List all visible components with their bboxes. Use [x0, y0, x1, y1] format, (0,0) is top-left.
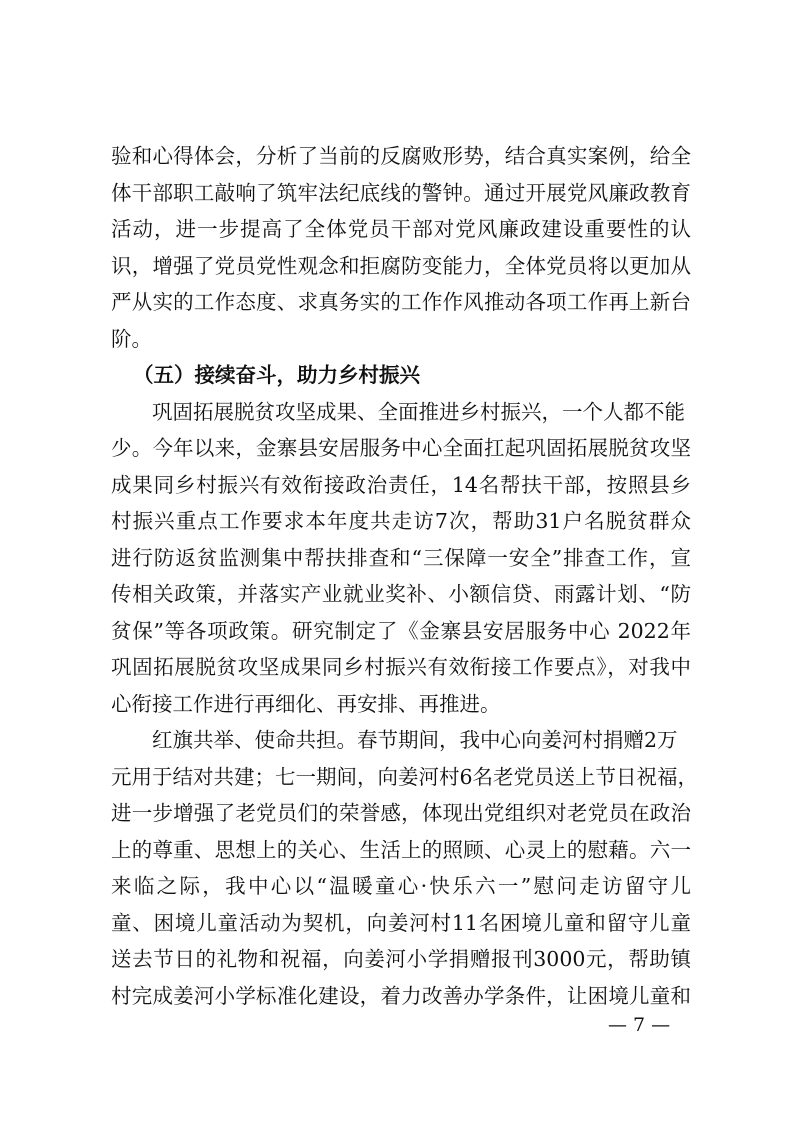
text-line: 村完成姜河小学标准化建设，着力改善办学条件，让困境儿童和: [111, 983, 691, 1008]
text-line: 成果同乡村振兴有效衔接政治责任，14名帮扶干部，按照县乡: [111, 472, 691, 497]
text-line: 心衔接工作进行再细化、再安排、再推进。: [111, 691, 501, 716]
body-text: [111, 138, 699, 1014]
text-line: 元用于结对共建；七一期间，向姜河村6名老党员送上节日祝福，: [111, 764, 699, 789]
paragraph-first-line: 红旗共举、使命共担。春节期间，我中心向姜河村捐赠2万: [152, 728, 678, 752]
text-line: 送去节日的礼物和祝福，向姜河小学捐赠报刊3000元，帮助镇: [111, 947, 691, 971]
page-number: — 7 —: [608, 1014, 671, 1036]
text-line: 童、困境儿童活动为契机，向姜河村11名困境儿童和留守儿童: [111, 910, 691, 935]
text-line: 来临之际，我中心以“温暖童心·快乐六一”慰问走访留守儿: [111, 874, 691, 898]
section-heading: （五）接续奋斗，助力乡村振兴: [133, 363, 420, 387]
text-line: 村振兴重点工作要求本年度共走访7次，帮助31户名脱贫群众: [111, 509, 691, 533]
text-line: 体干部职工敲响了筑牢法纪底线的警钟。通过开展党风廉政教育: [111, 180, 691, 205]
text-line: 巩固拓展脱贫攻坚成果同乡村振兴有效衔接工作要点》，对我中: [111, 655, 691, 679]
paragraph-first-line: 巩固拓展脱贫攻坚成果、全面推进乡村振兴，一个人都不能: [152, 399, 685, 424]
text-line: 少。今年以来，金寨县安居服务中心全面扛起巩固拓展脱贫攻坚: [111, 436, 691, 460]
text-line: 活动，进一步提高了全体党员干部对党风廉政建设重要性的认: [111, 217, 691, 241]
text-line: 上的尊重、思想上的关心、生活上的照顾、心灵上的慰藉。六一: [111, 837, 691, 862]
text-line: 传相关政策，并落实产业就业奖补、小额信贷、雨露计划、“防: [111, 582, 691, 606]
text-line: 进一步增强了老党员们的荣誉感，体现出党组织对老党员在政治: [111, 801, 691, 825]
text-line: 阶。: [111, 326, 152, 351]
text-line: 严从实的工作态度、求真务实的工作作风推动各项工作再上新台: [111, 290, 691, 314]
text-line: 贫保”等各项政策。研究制定了《金寨县安居服务中心 2022年: [111, 618, 691, 643]
text-line: 验和心得体会，分析了当前的反腐败形势，结合真实案例，给全: [111, 144, 691, 168]
text-line: 进行防返贫监测集中帮扶排查和“三保障一安全”排查工作，宣: [111, 545, 691, 570]
text-line: 识，增强了党员党性观念和拒腐防变能力，全体党员将以更加从: [111, 253, 691, 278]
